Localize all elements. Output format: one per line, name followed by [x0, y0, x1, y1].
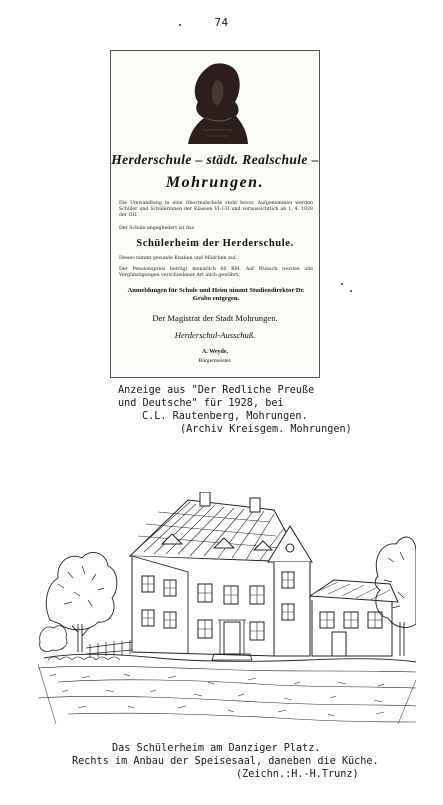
ad-signature-committee: Herderschul-Ausschuß.	[174, 330, 256, 340]
scan-speck	[350, 290, 352, 292]
scan-speck	[179, 24, 181, 26]
drawing-caption-line-1: Das Schülerheim am Danziger Platz.	[112, 743, 321, 754]
ground-icon	[38, 664, 416, 724]
ad-notice-conversion: Die Umwandlung in eine Oberrealschule steht bevor. Aufgenommen werden Schüler und Schülerinnen der Klassen VI–UII und voraussichtlich ab 1. 4. 1928 der OII.	[119, 201, 313, 219]
annex-building-icon	[310, 580, 398, 656]
ad-title-school: Herderschule – städt. Realschule –	[111, 152, 319, 167]
drawing-caption-line-2: Rechts im Anbau der Speisesaal, daneben die Küche.	[72, 756, 379, 767]
ad-boarding-heading: Schülerheim der Herderschule.	[136, 238, 294, 249]
ad-signer-title: Bürgermeister.	[198, 358, 232, 364]
boarding-house-drawing	[38, 492, 416, 724]
advertisement	[110, 50, 320, 378]
scan-speck	[341, 283, 343, 285]
ad-caption-line-1: Anzeige aus "Der Redliche Preuße	[118, 385, 315, 396]
ad-notice-attached: Der Schule angegliedert ist das	[119, 226, 195, 231]
ad-title-town: Mohrungen.	[165, 174, 265, 191]
herder-portrait-icon	[184, 60, 250, 144]
ad-notice-admission: Dieses nimmt gesunde Knaben und Mädchen auf.	[119, 256, 237, 261]
ad-signature-magistrate: Der Magistrat der Stadt Mohrungen.	[152, 313, 278, 323]
left-trees-icon	[40, 552, 117, 652]
ad-registration: Anmeldungen für Schule und Heim nimmt Studiendirektor Dr. Grabo entgegen.	[127, 287, 305, 302]
ad-caption-line-2: und Deutsche" für 1928, bei	[118, 398, 284, 409]
ad-caption-line-4: (Archiv Kreisgem. Mohrungen)	[180, 424, 352, 435]
ad-caption-line-3: C.L. Rautenberg, Mohrungen.	[142, 411, 308, 422]
ad-signer-name: A. Weyde,	[201, 349, 229, 355]
drawing-caption-line-3: (Zeichn.:H.-H.Trunz)	[236, 769, 359, 780]
ad-notice-fees: Der Pensionspreis beträgt monatlich 60 RM. Auf Wunsch werden alle Vergünstigungen verschiedener Art auch gewährt.	[119, 267, 313, 279]
page-number: 74	[214, 16, 229, 29]
